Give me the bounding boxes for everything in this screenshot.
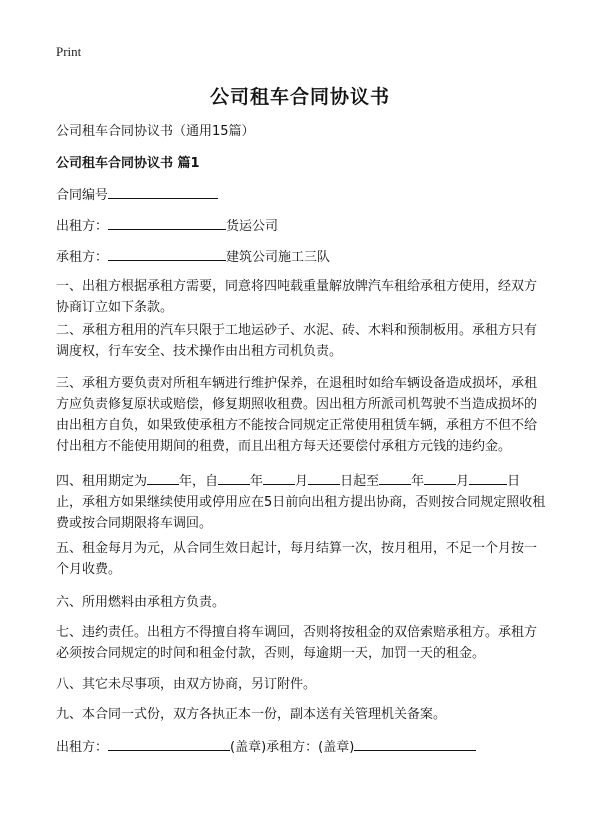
- blank: [218, 470, 250, 485]
- lessor-field: [56, 215, 278, 234]
- signature-lessee-blank: [354, 736, 476, 751]
- clause-4-start: 四、租用期定为: [56, 474, 148, 489]
- clause-7: 七、违约责任。出租方不得擅自将车调回，否则将按租金的双倍索赔承租方。承租方必须按合同规定的时间和租金付款，否则，每逾期一天，加罚一天的租金。: [56, 625, 538, 661]
- print-label[interactable]: Print: [56, 44, 82, 59]
- signature-stamps: (盖章)承租方：(盖章): [230, 740, 355, 755]
- lessor-label: 出租方：: [56, 219, 109, 234]
- lessee-blank: [108, 246, 226, 261]
- section-heading: 公司租车合同协议书 篇1: [56, 156, 200, 171]
- clause-4: [56, 470, 546, 534]
- clause-4-rest: 日止，承租方如果继续使用或停用应在5日前向出租方提出协商，否则按合同规定照收租费或按合同期限将车调回。: [56, 474, 546, 531]
- lessor-value: 货运公司: [226, 219, 279, 234]
- clause-9: 九、本合同一式份，双方各执正本一份，副本送有关管理机关备案。: [56, 707, 447, 722]
- clause-4-day-from: 日起至: [340, 474, 380, 489]
- lessee-label: 承租方：: [56, 250, 109, 265]
- clause-4-year2: 年: [250, 474, 264, 489]
- blank: [263, 470, 295, 485]
- contract-number-field: [56, 184, 218, 203]
- clause-1: 一、出租方根据承租方需要，同意将四吨载重量解放牌汽车租给承租方使用，经双方协商订立如下条款。: [56, 279, 538, 315]
- contract-number-blank: [108, 184, 218, 199]
- signature-line: [56, 736, 476, 755]
- document-title: 公司租车合同协议书: [209, 86, 390, 108]
- contract-number-label: 合同编号: [56, 188, 109, 203]
- lessee-field: [56, 246, 330, 265]
- clause-4-month: 月: [295, 474, 309, 489]
- clause-4-year: 年，自: [179, 474, 219, 489]
- blank: [147, 470, 179, 485]
- blank: [308, 470, 340, 485]
- clause-6: 六、所用燃料由承租方负责。: [56, 595, 226, 610]
- clause-3: 三、承租方要负责对所租车辆进行维护保养，在退租时如给车辆设备造成损坏，承租方应负责修复原状或赔偿，修复期照收租费。因出租方所派司机驾驶不当造成损坏的由出租方自负，如果致使承租方不能按合同规定正常使用租赁车辆，承租方不但不给付出租方不能使用期间的租费，而且出租方每天还要偿付承租方元钱的违约金。: [56, 376, 538, 454]
- blank: [424, 470, 456, 485]
- clause-8: 八、其它未尽事项，由双方协商，另订附件。: [56, 677, 317, 692]
- clause-2: 二、承租方租用的汽车只限于工地运砂子、水泥、砖、木料和预制板用。承租方只有调度权，行车安全、技术操作由出租方司机负责。: [56, 323, 538, 359]
- lessor-blank: [108, 215, 226, 230]
- lessee-value: 建筑公司施工三队: [226, 250, 331, 265]
- clause-5: 五、租金每月为元，从合同生效日起计，每月结算一次，按月租用，不足一个月按一个月收费。: [56, 541, 538, 577]
- clause-4-month2: 月: [456, 474, 470, 489]
- clause-4-year3: 年: [411, 474, 425, 489]
- blank: [379, 470, 411, 485]
- blank: [469, 470, 507, 485]
- signature-lessor-blank: [108, 736, 230, 751]
- signature-lessor-label: 出租方：: [56, 740, 109, 755]
- document-subtitle: 公司租车合同协议书（通用15篇）: [56, 124, 255, 139]
